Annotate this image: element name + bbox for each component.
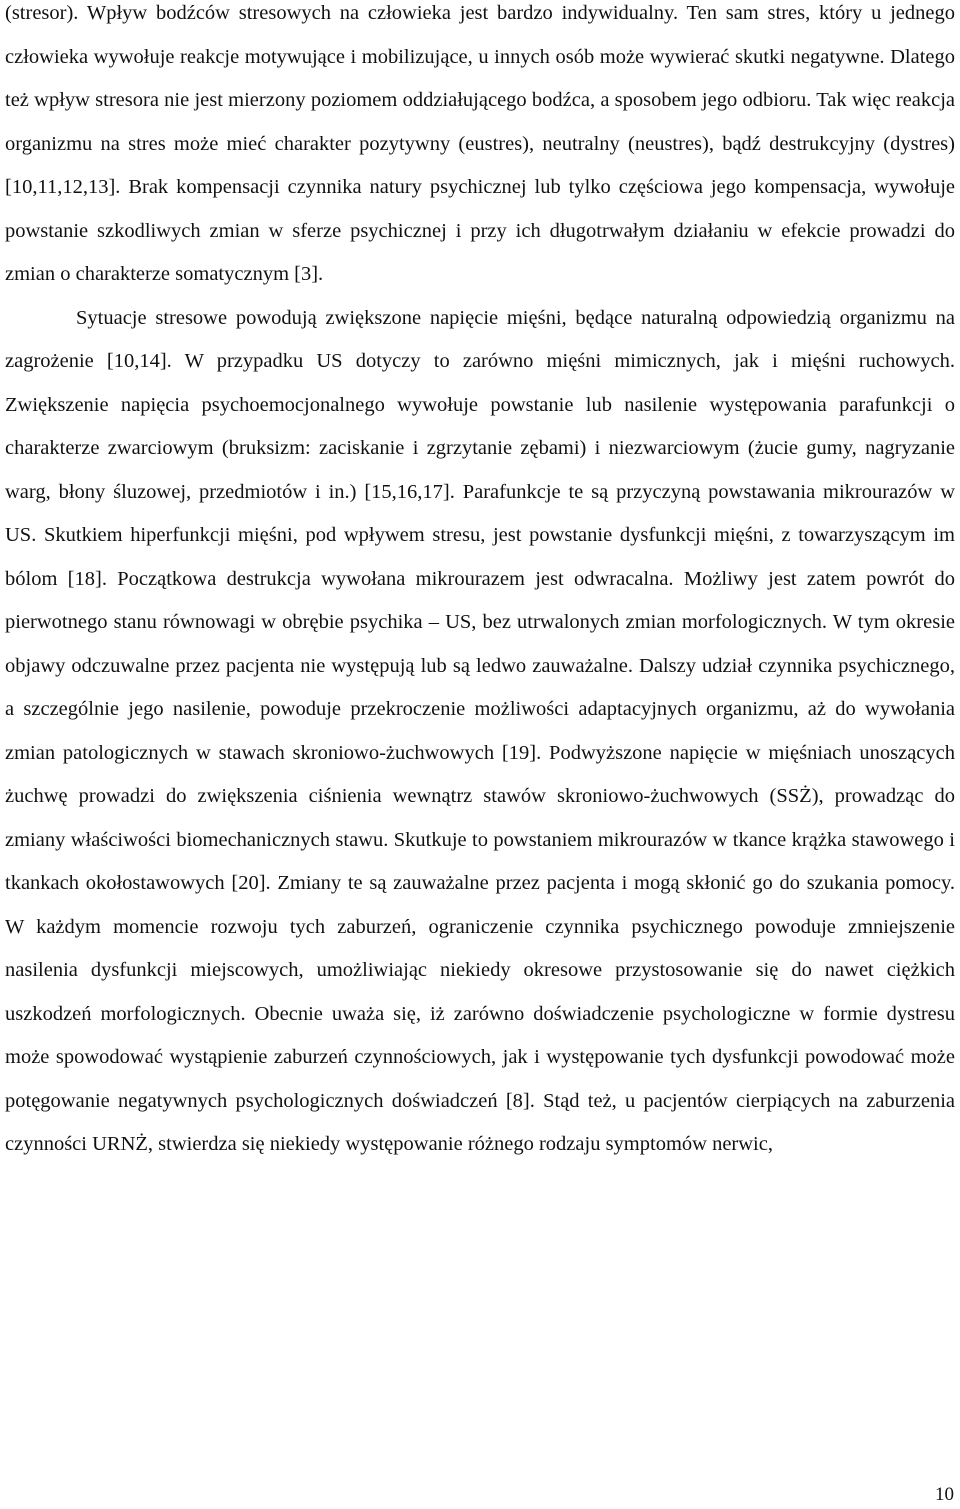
page-number: 10 xyxy=(935,1484,954,1505)
document-page xyxy=(5,0,955,1167)
body-paragraph-1: (stresor). Wpływ bodźców stresowych na człowieka jest bardzo indywidualny. Ten sam stres, który u jednego człowieka wywołuje reakcje motywujące i mobilizujące, u innych osób może wywierać skutki negatywne. Dlatego też wpływ stresora nie jest mierzony poziomem oddziałującego bodźca, a sposobem jego odbioru. Tak więc reakcja organizmu na stres może mieć charakter pozytywny (eustres), neutralny (neustres), bądź destrukcyjny (dystres) [10,11,12,13]. Brak kompensacji czynnika natury psychicznej lub tylko częściowa jego kompensacja, wywołuje powstanie szkodliwych zmian w sferze psychicznej i przy ich długotrwałym działaniu w efekcie prowadzi do zmian o charakterze somatycznym [3]. xyxy=(5,2,955,285)
body-paragraph-2: Sytuacje stresowe powodują zwiększone napięcie mięśni, będące naturalną odpowiedzią organizmu na zagrożenie [10,14]. W przypadku US dotyczy to zarówno mięśni mimicznych, jak i mięśni ruchowych. Zwiększenie napięcia psychoemocjonalnego wywołuje powstanie lub nasilenie występowania parafunkcji o charakterze zwarciowym (bruksizm: zaciskanie i zgrzytanie zębami) i niezwarciowym (żucie gumy, nagryzanie warg, błony śluzowej, przedmiotów i in.) [15,16,17]. Parafunkcje te są przyczyną powstawania mikrourazów w US. Skutkiem hiperfunkcji mięśni, pod wpływem stresu, jest powstanie dysfunkcji mięśni, z towarzyszącym im bólom [18]. Początkowa destrukcja wywołana mikrourazem jest odwracalna. Możliwy jest zatem powrót do pierwotnego stanu równowagi w obrębie psychika – US, bez utrwalonych zmian morfologicznych. W tym okresie objawy odczuwalne przez pacjenta nie występują lub są ledwo zauważalne. Dalszy udział czynnika psychicznego, a szczególnie jego nasilenie, powoduje przekroczenie możliwości adaptacyjnych organizmu, aż do wywołania zmian patologicznych w stawach skroniowo-żuchwowych [19]. Podwyższone napięcie w mięśniach unoszących żuchwę prowadzi do zwiększenia ciśnienia wewnątrz stawów skroniowo-żuchwowych (SSŻ), prowadząc do zmiany właściwości biomechanicznych stawu. Skutkuje to powstaniem mikrourazów w tkance krążka stawowego i tkankach okołostawowych [20]. Zmiany te są zauważalne przez pacjenta i mogą skłonić go do szukania pomocy. W każdym momencie rozwoju tych zaburzeń, ograniczenie czynnika psychicznego powoduje zmniejszenie nasilenia dysfunkcji miejscowych, umożliwiając niekiedy okresowe przystosowanie się do nawet ciężkich uszkodzeń morfologicznych. Obecnie uważa się, iż zarówno doświadczenie psychologiczne w formie dystresu może spowodować wystąpienie zaburzeń czynnościowych, jak i występowanie tych dysfunkcji powodować może potęgowanie negatywnych psychologicznych doświadczeń [8]. Stąd też, u pacjentów cierpiących na zaburzenia czynności URNŻ, stwierdza się niekiedy występowanie różnego rodzaju symptomów nerwic, xyxy=(5,306,955,1155)
